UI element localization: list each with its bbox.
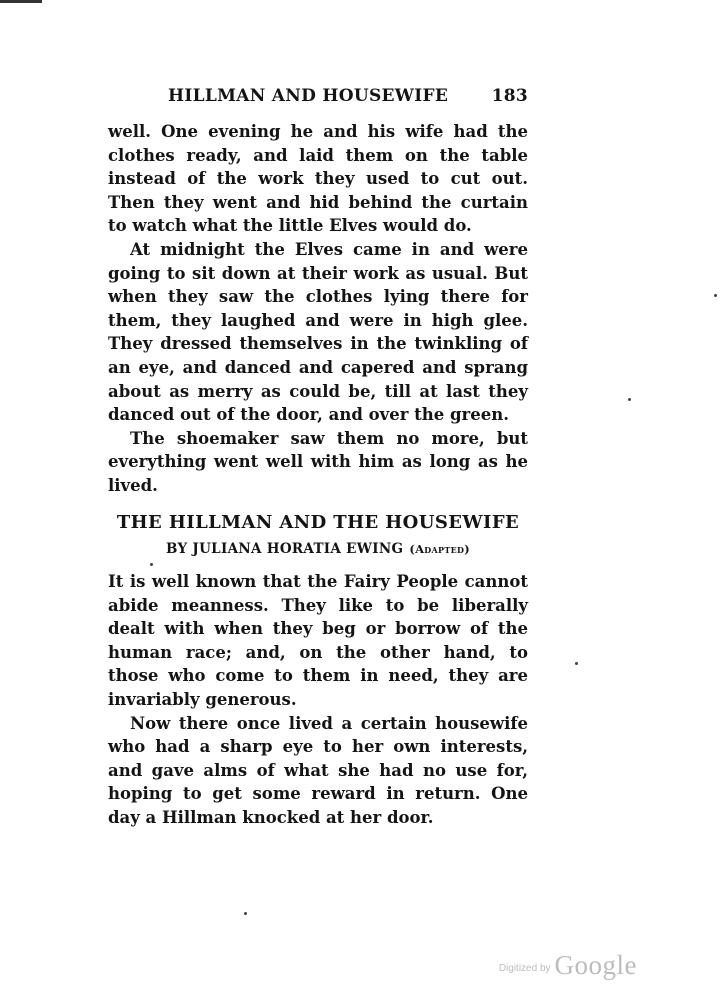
scan-speck [150, 563, 153, 566]
continued-story-text [108, 120, 528, 498]
byline-note: (Adapted) [409, 542, 470, 556]
scan-speck [244, 912, 247, 915]
digitized-watermark [499, 950, 637, 981]
page-number: 183 [491, 86, 528, 106]
top-edge-rule [0, 0, 42, 3]
scan-speck [714, 294, 717, 297]
new-story-text [108, 570, 528, 830]
running-head-title: HILLMAN AND HOUSEWIFE [168, 86, 449, 106]
story-title: THE HILLMAN AND THE HOUSEWIFE [116, 512, 520, 533]
google-logo: Google [554, 950, 637, 980]
watermark-prefix: Digitized by [498, 963, 551, 974]
byline [108, 541, 528, 557]
paragraph: At midnight the Elves came in and were going to sit down at their work as usual. But when they saw the clothes lying there for them, they laughed and were in high glee. They dressed themselves in the twinkling of an eye, and danced and capered and sprang about as merry as could be, till at last they danced out of the door, and over the green. [108, 239, 528, 425]
paragraph: well. One evening he and his wife had the clothes ready, and laid them on the table instead of the work they used to cut out. Then they went and hid behind the curtain to watch what the little Elves would do. [108, 122, 528, 236]
scan-speck [575, 662, 578, 665]
scan-speck [628, 398, 631, 401]
paragraph: It is well known that the Fairy People cannot abide meanness. They like to be liberally dealt with when they beg or borrow of the human race; and, on the other hand, to those who come to them in need, they are invariably generous. [108, 572, 528, 709]
paragraph: Now there once lived a certain housewife who had a sharp eye to her own interests, and gave alms of what she had no use for, hoping to get some reward in return. One day a Hillman knocked at her door. [108, 713, 528, 827]
paragraph: The shoemaker saw them no more, but everything went well with him as long as he lived. [108, 428, 528, 495]
byline-author: BY JULIANA HORATIA EWING [166, 541, 404, 557]
